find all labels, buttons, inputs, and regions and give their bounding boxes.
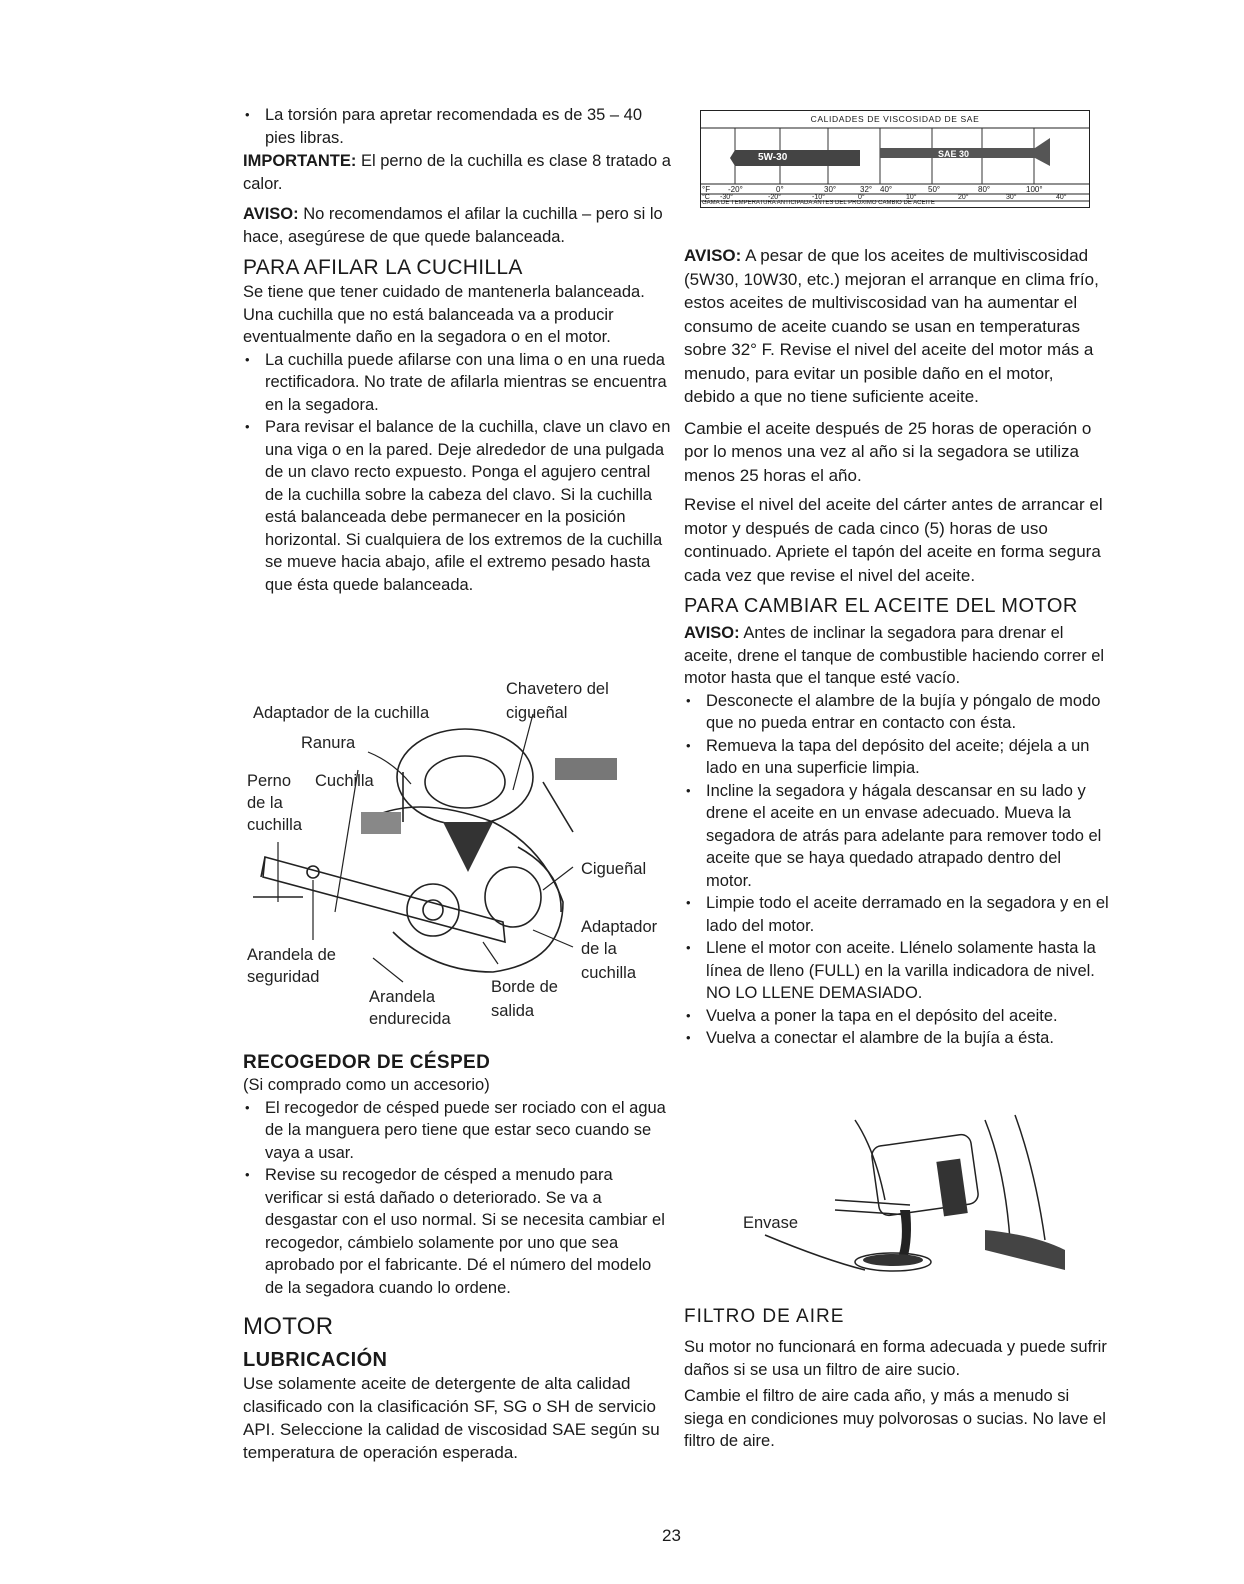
label-adaptador-1: Adaptador (581, 918, 658, 936)
f-unit: °F (702, 185, 711, 194)
c-tick-2: -10° (812, 194, 825, 201)
f-tick-1: 0° (776, 185, 784, 194)
f-tick-0: -20° (728, 185, 743, 194)
oil-drain-illustration (735, 1110, 1075, 1290)
f-tick-7: 100° (1026, 185, 1043, 194)
bag-heading: RECOGEDOR DE CÉSPED (243, 1052, 491, 1073)
label-cuchilla: Cuchilla (315, 772, 374, 790)
chart-title: CALIDADES DE VISCOSIDAD DE SAE (810, 114, 980, 124)
label-arandela-seg-1: Arandela de (247, 946, 336, 964)
change-oil-heading: PARA CAMBIAR EL ACEITE DEL MOTOR (684, 595, 1078, 617)
label-arandela-end-2: endurecida (369, 1010, 451, 1028)
label-ranura: Ranura (301, 734, 356, 752)
air-filter-p2: Cambie el filtro de aire cada año, y más a menudo si siega en condiciones muy polvorosas o sucias. No lave el filtro de aire. (684, 1387, 1106, 1450)
viscosity-chart (700, 110, 1090, 208)
change-bullet-4: • Limpie todo el aceite derramado en la segadora y en el lado del motor. (684, 892, 1109, 937)
lubricacion-text: Use solamente aceite de detergente de alta calidad clasificado con la clasificación SF, SG o SH de servicio API. Seleccione la calidad de viscosidad SAE según su temperatura de operación esperada. (243, 1374, 660, 1462)
change-bullet-5: • Llene el motor con aceite. Llénelo solamente hasta la línea de lleno (FULL) en la varilla indicadora de nivel. NO LO LLENE DEMASIADO. (684, 937, 1109, 1005)
band-5w30 (730, 150, 860, 166)
c-tick-0: -30° (720, 194, 733, 201)
c-unit: °C (702, 194, 710, 201)
sharpen-intro: Se tiene que tener cuidado de mantenerla balanceada. Una cuchilla que no está balanceada va a producir eventualmente daño en la segadora o en el motor. (243, 283, 645, 346)
label-borde-1: Borde de (491, 978, 558, 996)
change-bullet-1: • Desconecte el alambre de la bujía y póngalo de modo que no pueda entrar en contacto con ésta. (684, 690, 1109, 735)
sharpen-heading: PARA AFILAR LA CUCHILLA (243, 256, 523, 279)
change-bullet-7: • Vuelva a conectar el alambre de la bujía a ésta. (684, 1027, 1109, 1050)
blade-diagram (243, 672, 673, 1042)
label-chavetero-1: Chavetero del (506, 680, 609, 698)
left-column (243, 104, 673, 596)
bag-sub: (Si comprado como un accesorio) (243, 1076, 490, 1094)
label-perno-2: de la (247, 794, 283, 812)
sharpen-bullet-1: • La cuchilla puede afilarse con una lima o en una rueda rectificadora. No trate de afilarla mientras se encuentra en la segadora. (243, 349, 673, 417)
change-interval-text: Cambie el aceite después de 25 horas de operación o por lo menos una vez al año si la segadora se utiliza menos 25 horas el año. (684, 418, 1092, 485)
page-number: 23 (662, 1526, 681, 1545)
important-note: IMPORTANTE: El perno de la cuchilla es clase 8 tratado a calor. (243, 152, 671, 193)
c-tick-3: 0° (858, 194, 865, 201)
c-tick-6: 30° (1006, 194, 1017, 201)
label-perno-1: Perno (247, 772, 292, 790)
label-cigueñal: Cigueñal (581, 860, 647, 878)
label-arandela-seg-2: seguridad (247, 968, 320, 986)
torque-bullet: • La torsión para apretar recomendada es de 35 – 40 pies libras. (243, 104, 673, 149)
change-bullet-3: • Incline la segadora y hágala descansar en su lado y drene el aceite en un envase adecuado. Mueva la segadora de atrás para adelante para remover todo el aceite que se haya quedado atrapado dentro del motor. (684, 780, 1109, 893)
sharpen-bullet-2: • Para revisar el balance de la cuchilla, clave un clavo en una viga o en la pared. Deje alrededor de una pulgada de un clavo recto expuesto. Ponga el agujero central de la cuchilla sobre la cabeza del clavo. Si la cuchilla está balanceada debe permanecer en la posición horizontal. Si cualquiera de los extremos de la cuchilla se mueve hacia abajo, afile el extremo pesado hasta que ésta quede balanceada. (243, 416, 673, 596)
label-adaptador-2: de la (581, 940, 617, 958)
label-adaptador-top: Adaptador de la cuchilla (253, 704, 430, 722)
left-column-bottom (243, 1052, 673, 1464)
lubricacion-heading: LUBRICACIÓN (243, 1349, 388, 1371)
air-filter-section (684, 1306, 1109, 1453)
change-bullet-2: • Remueva la tapa del depósito del aceite; déjela a un lado en una superficie limpia. (684, 735, 1109, 780)
oil-drain-drawing (735, 1110, 1075, 1290)
c-tick-7: 40° (1056, 194, 1067, 201)
aviso-drain: AVISO: Antes de inclinar la segadora para drenar el aceite, drene el tanque de combustible haciendo correr el motor hasta que el tanque esté vacío. (684, 624, 1105, 687)
c-tick-1: -20° (768, 194, 781, 201)
check-level-text: Revise el nivel del aceite del cárter antes de arrancar el motor y después de cada cinco (5) horas de uso continuado. Apriete el tapón del aceite en forma segura cada vez que revise el nivel del aceite. (684, 495, 1103, 585)
label-borde-2: salida (491, 1002, 535, 1020)
right-column (684, 244, 1109, 1050)
label-adaptador-3: cuchilla (581, 964, 637, 982)
c-tick-4: 10° (906, 194, 917, 201)
f-tick-4: 40° (880, 185, 893, 194)
aviso-sharpen: AVISO: No recomendamos el afilar la cuchilla – pero si lo hace, asegúrese de que quede balanceada. (243, 205, 663, 246)
air-filter-heading: FILTRO DE AIRE (684, 1306, 845, 1327)
f-tick-5: 50° (928, 185, 941, 194)
motor-heading: MOTOR (243, 1313, 334, 1340)
chart-bottom-label: GAMA DE TEMPERATURA ANTICIPADA ANTES DEL PRÓXIMO CAMBIO DE ACEITE (702, 200, 935, 206)
c-tick-5: 20° (958, 194, 969, 201)
label-chavetero-2: cigueñal (506, 704, 568, 722)
f-tick-3: 32° (860, 185, 873, 194)
aviso-multiviscosity: AVISO: A pesar de que los aceites de multiviscosidad (5W30, 10W30, etc.) mejoran el arranque en clima frío, estos aceites de multiviscosidad van ha aumentar el consumo de aceite cuando se usan en temperaturas sobre 32° F. Revise el nivel del aceite del motor más a menudo, para evitar un posible daño en el motor, debido a que no tiene suficiente aceite. (684, 246, 1099, 406)
label-arandela-end-1: Arandela (369, 988, 436, 1006)
band-sae30-label: SAE 30 (938, 149, 970, 159)
label-perno-3: cuchilla (247, 816, 303, 834)
label-envase: Envase (743, 1214, 799, 1232)
band-5w30-label: 5W-30 (758, 152, 788, 163)
f-tick-2: 30° (824, 185, 837, 194)
air-filter-p1: Su motor no funcionará en forma adecuada y puede sufrir daños si se usa un filtro de aire sucio. (684, 1338, 1107, 1379)
change-bullet-6: • Vuelva a poner la tapa en el depósito del aceite. (684, 1005, 1109, 1028)
f-tick-6: 80° (978, 185, 991, 194)
bag-bullet-1: • El recogedor de césped puede ser rociado con el agua de la manguera pero tiene que estar seco cuando se vaya a usar. (243, 1097, 673, 1165)
bag-bullet-2: • Revise su recogedor de césped a menudo para verificar si está dañado o deteriorado. Se va a desgastar con el uso normal. Si se necesita cambiar el recogedor, cámbielo solamente por uno que sea aprobado por el fabricante. Dé el número del modelo de la segadora cuando lo ordene. (243, 1164, 673, 1299)
